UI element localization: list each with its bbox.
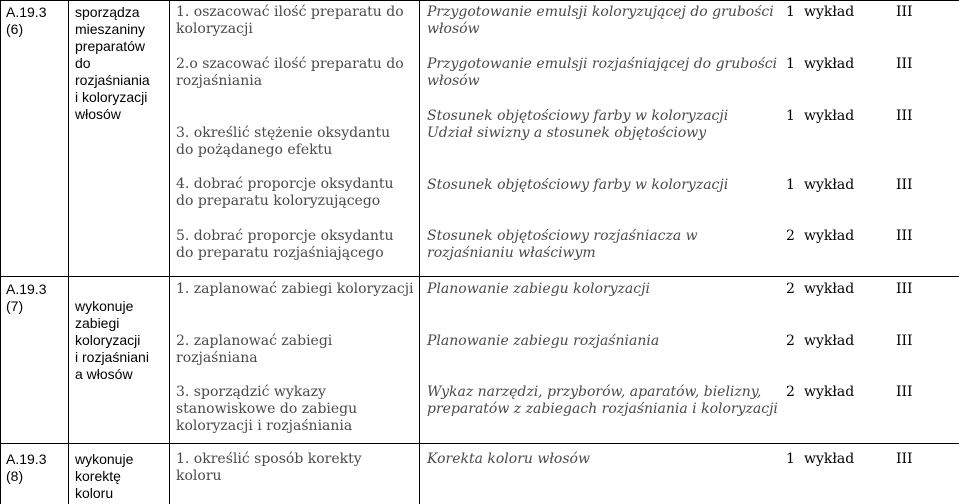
criterion: 4. dobrać proporcje oksydantu do preparatu koloryzującego <box>176 176 394 209</box>
row-divider <box>0 276 959 277</box>
column-divider <box>68 0 69 504</box>
class-level: III <box>896 177 913 193</box>
column-divider <box>419 0 420 504</box>
hours: 2 <box>786 384 795 400</box>
topic: Wykaz narzędzi, przyborów, aparatów, bielizny, preparatów z zabiegach rozjaśniania i koloryzacji <box>427 384 778 417</box>
topic: Stosunek objętościowy rozjaśniacza w rozjaśnianiu właściwym <box>427 228 698 261</box>
hours: 1 <box>786 56 795 72</box>
learning-effect: wykonuje zabiegi koloryzacji i rozjaśniani a włosów <box>75 298 149 382</box>
criterion: 1. zaplanować zabiegi koloryzacji <box>176 281 414 297</box>
learning-effect: wykonuje korektę koloru <box>75 451 134 501</box>
class-level: III <box>896 228 913 244</box>
form: wykład <box>804 281 855 297</box>
row-code: A.19.3 (8) <box>6 451 47 484</box>
learning-effect: sporządza mieszaniny preparatów do rozjaśniania i koloryzacji włosów <box>75 4 150 122</box>
hours: 2 <box>786 228 795 244</box>
class-level: III <box>896 281 913 297</box>
topic: Przygotowanie emulsji rozjaśniającej do grubości włosów <box>427 56 778 89</box>
criterion: 2. zaplanować zabiegi rozjaśniana <box>176 333 333 366</box>
form: wykład <box>804 177 855 193</box>
hours: 1 <box>786 4 795 20</box>
hours: 2 <box>786 333 795 349</box>
class-level: III <box>896 4 913 20</box>
topic: Przygotowanie emulsji koloryzującej do grubości włosów <box>427 4 774 37</box>
form: wykład <box>804 451 855 467</box>
form: wykład <box>804 108 855 124</box>
class-level: III <box>896 451 913 467</box>
hours: 1 <box>786 177 795 193</box>
hours: 1 <box>786 108 795 124</box>
table-border-top <box>0 0 959 1</box>
form: wykład <box>804 4 855 20</box>
form: wykład <box>804 228 855 244</box>
column-divider <box>169 0 170 504</box>
class-level: III <box>896 384 913 400</box>
topic: Planowanie zabiegu rozjaśniania <box>427 333 660 349</box>
topic: Planowanie zabiegu koloryzacji <box>427 281 650 297</box>
row-divider <box>0 443 959 444</box>
topic: Korekta koloru włosów <box>427 451 590 467</box>
criterion: 2.o szacować ilość preparatu do rozjaśniania <box>176 56 404 89</box>
form: wykład <box>804 333 855 349</box>
criterion: 5. dobrać proporcje oksydantu do preparatu rozjaśniającego <box>176 228 394 261</box>
row-code: A.19.3 (7) <box>6 281 47 314</box>
criterion: 3. sporządzić wykazy stanowiskowe do zabiegu koloryzacji i rozjaśniania <box>176 384 358 434</box>
form: wykład <box>804 56 855 72</box>
hours: 1 <box>786 451 795 467</box>
hours: 2 <box>786 281 795 297</box>
criterion: 3. określić stężenie oksydantu do pożądanego efektu <box>176 125 391 158</box>
criterion: 1. określić sposób korekty koloru <box>176 451 362 484</box>
row-code: A.19.3 (6) <box>6 4 47 37</box>
class-level: III <box>896 56 913 72</box>
class-level: III <box>896 333 913 349</box>
form: wykład <box>804 384 855 400</box>
topic: Stosunek objętościowy farby w koloryzacji Udział siwizny a stosunek objętościowy <box>427 108 729 141</box>
topic: Stosunek objętościowy farby w koloryzacji <box>427 177 729 193</box>
criterion: 1. oszacować ilość preparatu do koloryzacji <box>176 4 404 37</box>
class-level: III <box>896 108 913 124</box>
table-border-left <box>0 0 1 504</box>
